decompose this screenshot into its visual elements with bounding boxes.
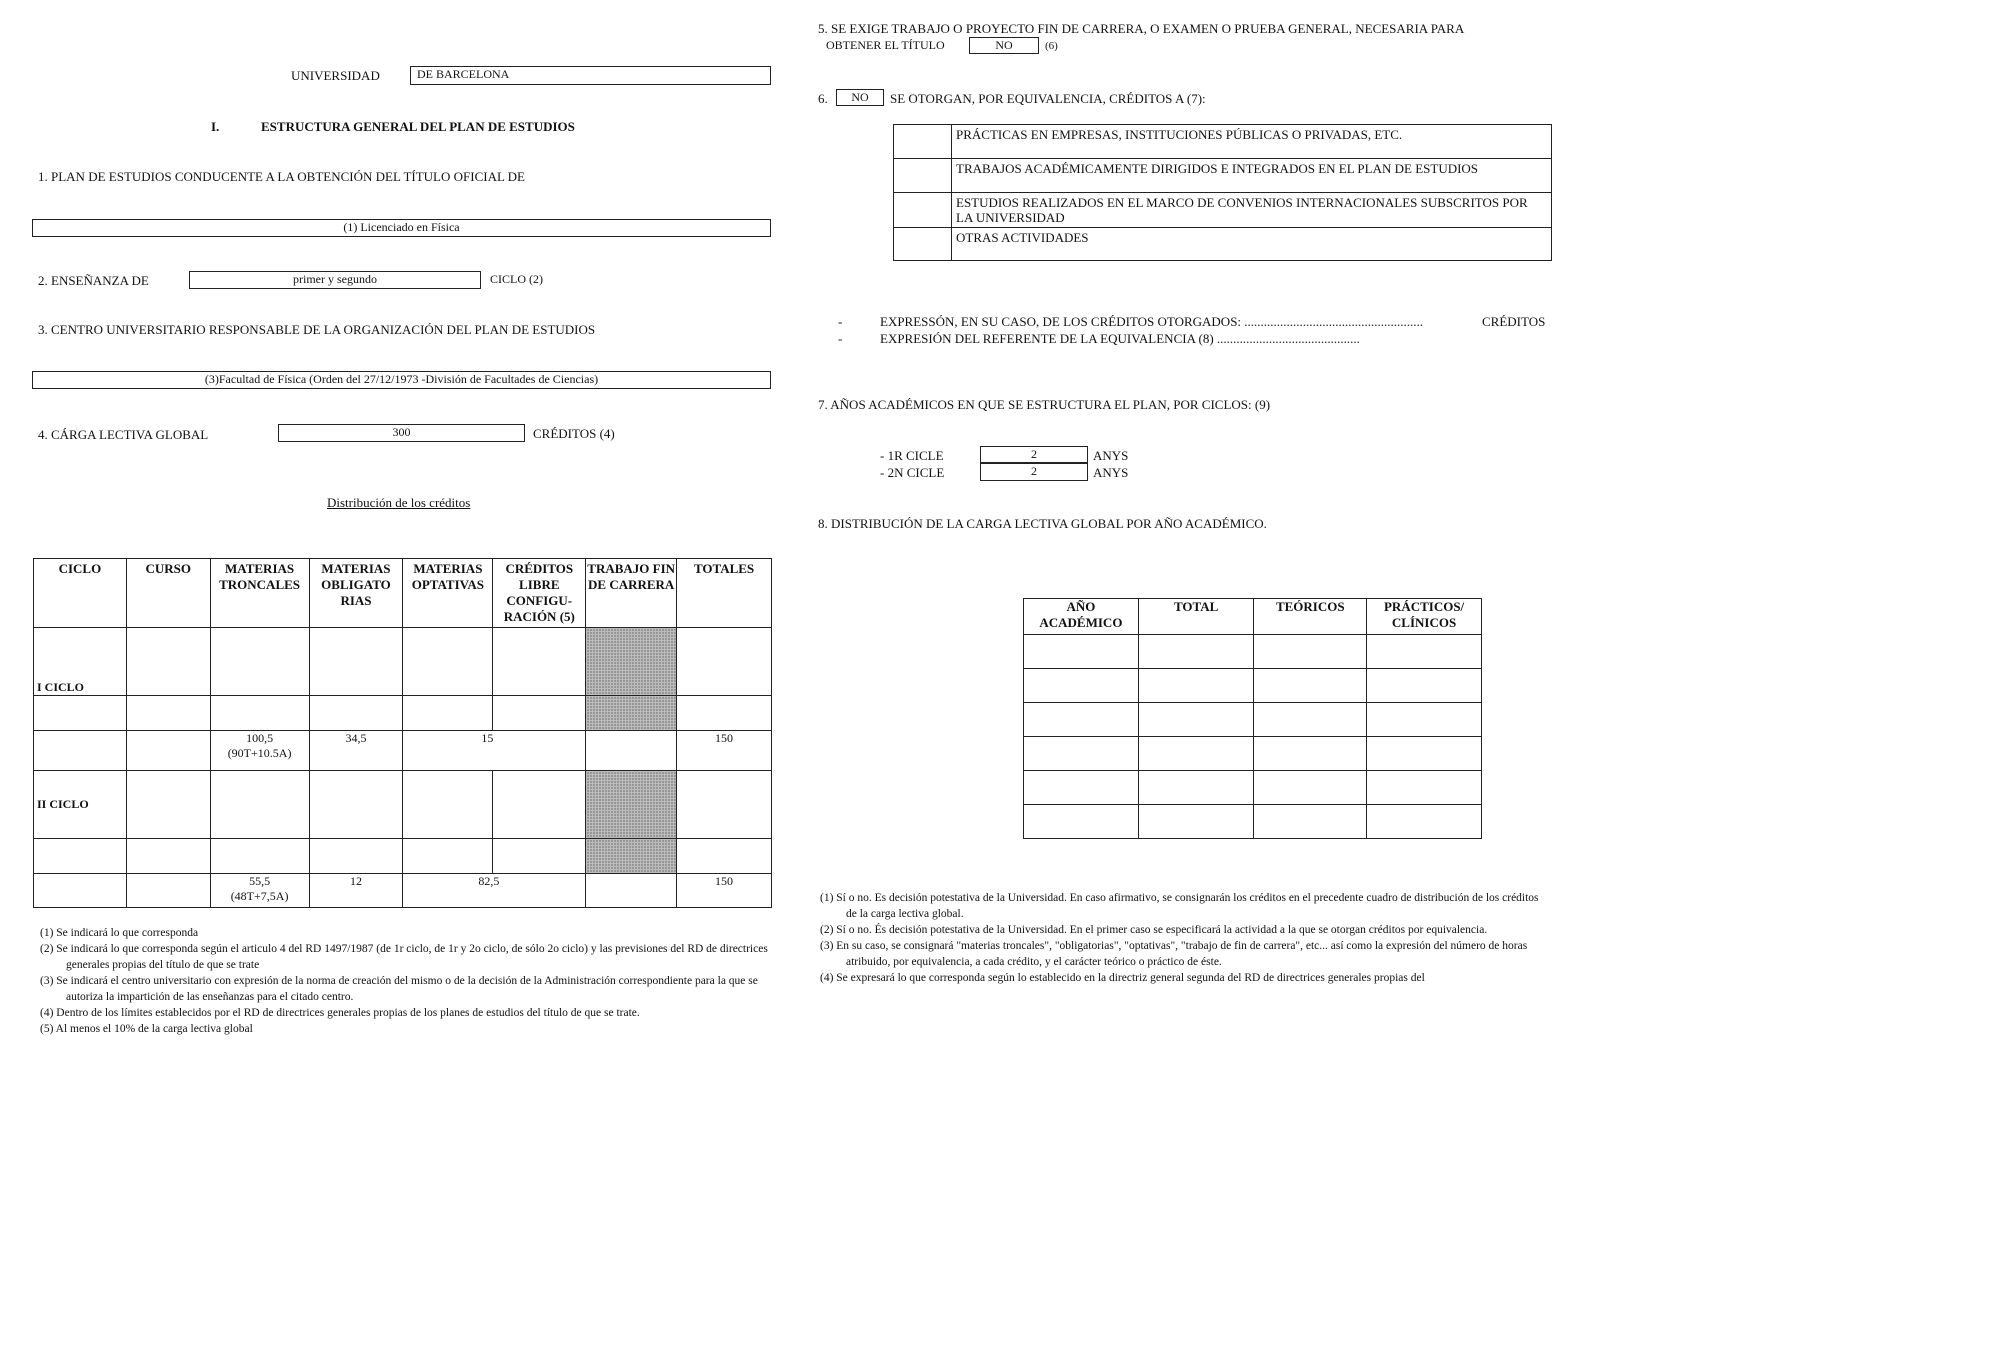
item6-field: NO xyxy=(836,89,884,106)
header-troncales: MATERIAS TRONCALES xyxy=(210,559,309,628)
header-practicos: PRÁCTICOS/ CLÍNICOS xyxy=(1367,599,1482,635)
item2-label: 2. ENSEÑANZA DE xyxy=(38,273,149,288)
right-footnotes xyxy=(820,890,1546,986)
item4-label: 4. CÁRGA LECTIVA GLOBAL xyxy=(38,427,209,442)
cicle1-field: 2 xyxy=(980,446,1088,463)
item5-heading: 5. SE EXIGE TRABAJO O PROYECTO FIN DE CARRERA, O EXAMEN O PRUEBA GENERAL, NECESARIA PARA xyxy=(818,21,1465,36)
item1-heading: 1. PLAN DE ESTUDIOS CONDUCENTE A LA OBTENCIÓN DEL TÍTULO OFICIAL DE xyxy=(38,169,525,184)
ciclo2-total: 150 xyxy=(677,874,772,908)
item5-field: NO xyxy=(969,37,1039,54)
footnote: (4) Dentro de los límites establecidos por el RD de directrices generales propias de los planes de estudios del título de que se trate. xyxy=(40,1007,640,1019)
section-number: I. xyxy=(211,119,220,134)
ciclo1-total: 150 xyxy=(677,731,772,771)
left-footnotes xyxy=(40,925,770,1037)
ciclo2-obligatorias: 12 xyxy=(309,874,403,908)
header-trabajo-fin-carrera: TRABAJO FIN DE CARRERA xyxy=(586,559,677,628)
credits-table xyxy=(33,558,772,908)
equiv-item: PRÁCTICAS EN EMPRESAS, INSTITUCIONES PÚBLICAS O PRIVADAS, ETC. xyxy=(952,125,1552,159)
expr-creditos-suffix: CRÉDITOS xyxy=(1482,314,1546,329)
ciclo1-optativas: 15 xyxy=(403,731,586,771)
item3-heading: 3. CENTRO UNIVERSITARIO RESPONSABLE DE LA ORGANIZACIÓN DEL PLAN DE ESTUDIOS xyxy=(38,322,596,337)
header-optativas: MATERIAS OPTATIVAS xyxy=(403,559,493,628)
header-libre-configuracion: CRÉDITOS LIBRE CONFIGU- RACIÓN (5) xyxy=(493,559,586,628)
item5-label: OBTENER EL TÍTULO xyxy=(826,38,945,52)
expr-referente: EXPRESIÓN DEL REFERENTE DE LA EQUIVALENCIA (8) ............................................ xyxy=(880,331,1360,346)
ciclo2-label: II CICLO xyxy=(34,771,127,839)
header-total: TOTAL xyxy=(1138,599,1254,635)
footnote: (1) Se indicará lo que corresponda xyxy=(40,927,199,939)
footnote: (3) En su caso, se consignará "materias troncales", "obligatorias", "optativas", "trabajo de fin de carrera", etc... así como la expresión del número de horas atribuido, por equivalencia, a cada crédito, y el carácter teórico o práctico de éste. xyxy=(820,940,1528,968)
cicle2-field: 2 xyxy=(980,463,1088,481)
equiv-item: OTRAS ACTIVIDADES xyxy=(952,228,1552,261)
footnote: (2) Se indicará lo que corresponda según el articulo 4 del RD 1497/1987 (de 1r ciclo, de 1r y 2o ciclo, de sólo 2o ciclo) y las previsiones del RD de directrices generales propias del título de que se trate xyxy=(40,943,768,971)
shaded-cell xyxy=(586,839,677,874)
dash: - xyxy=(838,314,843,329)
centro-field: (3)Facultad de Física (Orden del 27/12/1973 -División de Facultades de Ciencias) xyxy=(32,371,771,389)
header-curso: CURSO xyxy=(126,559,210,628)
footnote: (3) Se indicará el centro universitario con expresión de la norma de creación del mismo o de la decisión de la Administración correspondiente para la que se autoriza la impartición de las enseñanzas para el citado centro. xyxy=(40,975,758,1003)
footnote: (2) Sí o no. És decisión potestativa de la Universidad. En el primer caso se especificará la actividad a la que se otorgan créditos por equivalencia. xyxy=(820,924,1488,936)
ciclo1-troncales: 100,5 (90T+10.5A) xyxy=(210,731,309,771)
years-table xyxy=(1023,598,1482,839)
equiv-item: ESTUDIOS REALIZADOS EN EL MARCO DE CONVENIOS INTERNACIONALES SUBSCRITOS POR LA UNIVERSIDAD xyxy=(952,193,1552,228)
header-totales: TOTALES xyxy=(677,559,772,628)
title-field: (1) Licenciado en Física xyxy=(32,219,771,237)
footnote: (4) Se expresará lo que corresponda según lo establecido en la directriz general segunda del RD de directrices generales propias del xyxy=(820,972,1425,984)
carga-field: 300 xyxy=(278,424,525,442)
shaded-cell xyxy=(586,771,677,839)
shaded-cell xyxy=(586,696,677,731)
item5-suffix: (6) xyxy=(1045,40,1058,52)
ciclo1-label: I CICLO xyxy=(34,628,127,696)
section-title: ESTRUCTURA GENERAL DEL PLAN DE ESTUDIOS xyxy=(261,119,575,134)
ciclo1-obligatorias: 34,5 xyxy=(309,731,403,771)
item7-heading: 7. AÑOS ACADÉMICOS EN QUE SE ESTRUCTURA EL PLAN, POR CICLOS: (9) xyxy=(818,397,1271,412)
item6-text: SE OTORGAN, POR EQUIVALENCIA, CRÉDITOS A (7): xyxy=(890,91,1206,106)
equiv-item: TRABAJOS ACADÉMICAMENTE DIRIGIDOS E INTEGRADOS EN EL PLAN DE ESTUDIOS xyxy=(952,159,1552,193)
universidad-field: DE BARCELONA xyxy=(410,66,771,85)
distribution-title: Distribución de los créditos xyxy=(327,495,471,510)
header-ciclo: CICLO xyxy=(34,559,127,628)
item4-suffix: CRÉDITOS (4) xyxy=(533,426,615,441)
cicle1-suffix: ANYS xyxy=(1093,448,1129,463)
header-ano: AÑO ACADÉMICO xyxy=(1024,599,1139,635)
dash: - xyxy=(838,331,843,346)
cicle2-suffix: ANYS xyxy=(1093,465,1129,480)
shaded-cell xyxy=(586,628,677,696)
cicle2-label: - 2N CICLE xyxy=(880,465,945,480)
footnote: (1) Sí o no. Es decisión potestativa de la Universidad. En caso afirmativo, se consignarán los créditos en el precedente cuadro de distribución de los créditos de la carga lectiva global. xyxy=(820,892,1539,920)
header-teoricos: TEÓRICOS xyxy=(1254,599,1367,635)
expr-creditos: EXPRESSÓN, EN SU CASO, DE LOS CRÉDITOS OTORGADOS: ....................................................... xyxy=(880,314,1424,329)
cicle1-label: - 1R CICLE xyxy=(880,448,944,463)
ciclo2-optativas: 82,5 xyxy=(403,874,586,908)
item6-number: 6. xyxy=(818,91,828,106)
item8-heading: 8. DISTRIBUCIÓN DE LA CARGA LECTIVA GLOBAL POR AÑO ACADÉMICO. xyxy=(818,516,1267,531)
header-obligatorias: MATERIAS OBLIGATO RIAS xyxy=(309,559,403,628)
item2-suffix: CICLO (2) xyxy=(490,272,543,286)
universidad-label: UNIVERSIDAD xyxy=(291,68,380,83)
ciclo2-troncales: 55,5 (48T+7,5A) xyxy=(210,874,309,908)
equivalence-table xyxy=(893,124,1552,261)
ciclo-field: primer y segundo xyxy=(189,271,481,289)
footnote: (5) Al menos el 10% de la carga lectiva global xyxy=(40,1023,253,1035)
